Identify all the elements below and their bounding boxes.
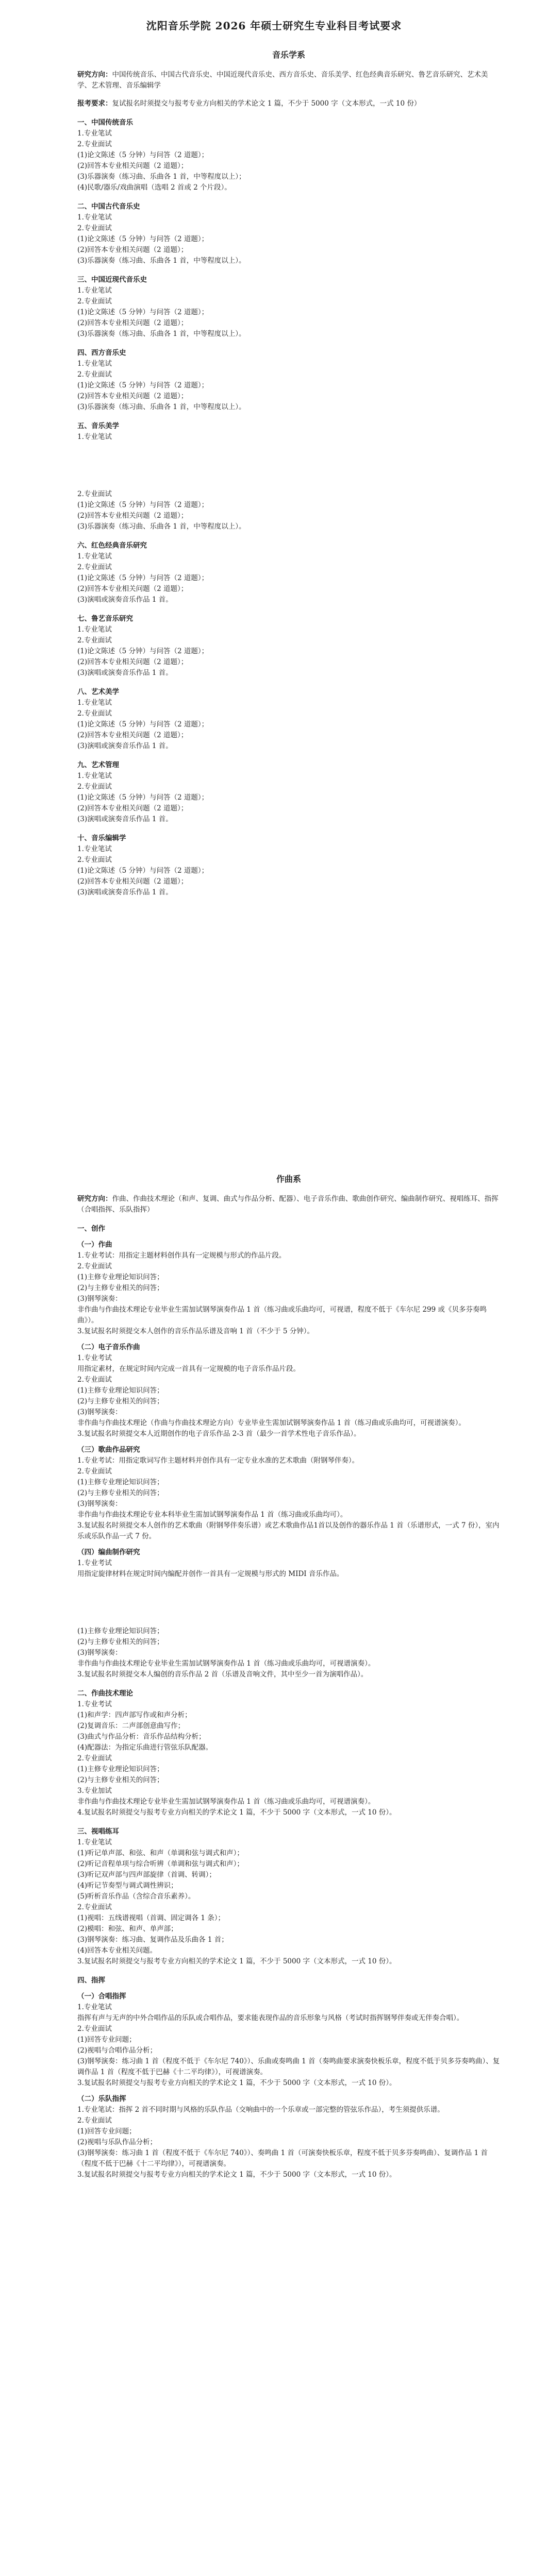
composition-dept-heading: 作曲系 bbox=[276, 1174, 301, 1184]
requirement-line: (2)回答本专业相关问题（2 道题）； bbox=[77, 319, 188, 327]
requirement-line: (1)论文陈述（5 分钟）与问答（2 道题）； bbox=[77, 574, 209, 582]
requirement-line: (1)主修专业理论知识问答； bbox=[77, 1386, 164, 1395]
requirement-line: (2)复调音乐：二声部创意曲写作； bbox=[77, 1722, 185, 1730]
requirement-line: (2)与主修专业相关的问答； bbox=[77, 1776, 164, 1784]
requirement-line: (1)回答专业问题； bbox=[77, 2036, 136, 2044]
requirement-line: (2)回答本专业相关问题（2 道题）； bbox=[77, 658, 188, 666]
composition-category-title: 三、视唱练耳 bbox=[77, 1827, 119, 1836]
requirement-line: (2)与主修专业相关的问答； bbox=[77, 1284, 164, 1292]
requirement-line: (1)论文陈述（5 分钟）与问答（2 道题）； bbox=[77, 308, 209, 316]
requirement-line: (2)回答本专业相关问题（2 道题）； bbox=[77, 246, 188, 254]
requirement-line: (2)回答本专业相关问题（2 道题）； bbox=[77, 392, 188, 400]
requirement-line: (3)演唱或演奏音乐作品 1 首。 bbox=[77, 669, 173, 677]
requirement-line: (1)回答专业问题； bbox=[77, 2127, 136, 2136]
music-application-requirement-label: 报考要求： bbox=[77, 99, 112, 108]
requirement-line: 2.专业面试 bbox=[77, 1903, 112, 1911]
requirement-line: (1)论文陈述（5 分钟）与问答（2 道题）； bbox=[77, 501, 209, 509]
composition-category-title: 二、作曲技术理论 bbox=[77, 1689, 133, 1698]
requirement-line: (3)曲式与作品分析：音乐作品结构分析； bbox=[77, 1733, 206, 1741]
requirement-line: 2.专业面试 bbox=[77, 490, 112, 498]
requirement-line: (1)论文陈述（5 分钟）与问答（2 道题）； bbox=[77, 867, 209, 875]
requirement-line: 非作曲与作曲技术理论专业毕业生需加试钢琴演奏作品 1 首（练习曲或乐曲均可，可视谱，程度不低于《车尔尼 299 或《贝多芬奏鸣曲》）。 bbox=[77, 1306, 487, 1325]
requirement-line: (3)乐器演奏（练习曲、乐曲各 1 首，中等程度以上）。 bbox=[77, 257, 246, 265]
requirement-line: (1)论文陈述（5 分钟）与问答（2 道题）； bbox=[77, 381, 209, 389]
composition-category-subsection-title: （三）歌曲作品研究 bbox=[77, 1446, 140, 1454]
music-dept-heading: 音乐学系 bbox=[272, 50, 305, 60]
requirement-line: 1.专业笔试 bbox=[77, 625, 112, 634]
requirement-line: 2.专业面试 bbox=[77, 1262, 112, 1270]
requirement-line: 2.专业面试 bbox=[77, 140, 112, 148]
requirement-line: 用指定素材，在规定时间内完成一首具有一定规模的电子音乐作品片段。 bbox=[77, 1365, 300, 1373]
requirement-line: (3)乐器演奏（练习曲、乐曲各 1 首，中等程度以上）。 bbox=[77, 522, 246, 531]
requirement-line: (3)演唱或演奏音乐作品 1 首。 bbox=[77, 888, 173, 896]
requirement-line: (3)钢琴演奏： bbox=[77, 1649, 122, 1657]
requirement-line: 1.专业笔试 bbox=[77, 129, 112, 138]
requirement-line: (2)模唱：和弦、和声、单声部； bbox=[77, 1925, 178, 1933]
requirement-line: 1.专业考试：用指定歌词写作主题材料并创作具有一定专业水准的艺术歌曲（附钢琴伴奏）。 bbox=[77, 1456, 359, 1465]
requirement-line: (1)论文陈述（5 分钟）与问答（2 道题）； bbox=[77, 151, 209, 159]
music-category-title: 五、音乐美学 bbox=[77, 422, 119, 430]
requirement-line: (3)演唱或演奏音乐作品 1 首。 bbox=[77, 742, 173, 750]
blank-gap bbox=[77, 443, 500, 489]
requirement-line: (3)钢琴演奏： bbox=[77, 1408, 122, 1416]
requirement-line: 1.专业笔试 bbox=[77, 1838, 112, 1846]
requirement-line: 3.专业加试 bbox=[77, 1787, 112, 1795]
requirement-line: (2)回答本专业相关问题（2 道题）； bbox=[77, 512, 188, 520]
requirement-line: 2.专业面试 bbox=[77, 2116, 112, 2125]
composition-research-directions-label: 研究方向： bbox=[77, 1195, 112, 1203]
requirement-line: (4)回答本专业相关问题。 bbox=[77, 1946, 157, 1955]
requirement-line: (1)视唱：五线谱视唱（首调、固定调各 1 条）； bbox=[77, 1914, 225, 1922]
requirement-line: (3)听记双声部与四声部旋律（首调、转调）； bbox=[77, 1871, 216, 1879]
requirement-line: 2.专业面试 bbox=[77, 856, 112, 864]
requirement-line: 2.专业面试 bbox=[77, 1376, 112, 1384]
music-category-title: 八、艺术美学 bbox=[77, 688, 119, 696]
requirement-line: (3)演唱或演奏音乐作品 1 首。 bbox=[77, 815, 173, 823]
requirement-line: (2)回答本专业相关问题（2 道题）； bbox=[77, 804, 188, 812]
requirement-line: (1)和声学：四声部写作或和声分析； bbox=[77, 1711, 192, 1719]
music-category-title: 九、艺术管理 bbox=[77, 761, 119, 769]
requirement-line: 2.专业面试 bbox=[77, 1754, 112, 1762]
requirement-line: (4)配器法：为指定乐曲进行管弦乐队配器。 bbox=[77, 1743, 213, 1752]
requirement-line: 用指定旋律材料在规定时间内编配并创作一首具有一定规模与形式的 MIDI 音乐作品。 bbox=[77, 1570, 344, 1578]
music-application-requirement-text: 复试报名时须提交与报考专业方向相关的学术论文 1 篇，不少于 5000 字（文本形式，一式 10 份） bbox=[112, 99, 421, 108]
requirement-line: (1)主修专业理论知识问答； bbox=[77, 1765, 164, 1773]
requirement-line: 1.专业笔试 bbox=[77, 286, 112, 295]
requirement-line: 2.专业面试 bbox=[77, 1467, 112, 1476]
requirement-line: 3.复试报名时须提交本人近期创作的电子音乐作品 2-3 首（最少一首学术性电子音乐作品）。 bbox=[77, 1430, 361, 1438]
requirement-line: 1.专业笔试 bbox=[77, 552, 112, 561]
composition-category-subsection-title: （二）电子音乐作曲 bbox=[77, 1343, 140, 1351]
requirement-line: (2)与主修专业相关的问答； bbox=[77, 1638, 164, 1646]
music-category-title: 七、鲁艺音乐研究 bbox=[77, 615, 133, 623]
music-research-directions-text: 中国传统音乐、中国古代音乐史、中国近现代音乐史、西方音乐史、音乐美学、红色经典音乐研究、鲁艺音乐研究、艺术美学、艺术管理、音乐编辑学 bbox=[77, 71, 488, 90]
requirement-line: 2.专业面试 bbox=[77, 783, 112, 791]
requirement-line: 2.专业面试 bbox=[77, 224, 112, 232]
requirement-line: 1.专业笔试 bbox=[77, 699, 112, 707]
requirement-line: (2)回答本专业相关问题（2 道题）； bbox=[77, 162, 188, 170]
requirement-line: 2.专业面试 bbox=[77, 563, 112, 571]
requirement-line: (3)钢琴演奏： bbox=[77, 1500, 122, 1508]
requirement-line: (3)钢琴演奏：练习曲 1 首（程度不低于《车尔尼 740》）、乐曲或奏鸣曲 1 首（奏鸣曲要求演奏快板乐章，程度不低于贝多芬奏鸣曲）、复调作品 1 首（程度不低于巴赫《十二平均律》），可视谱演奏。 bbox=[77, 2057, 500, 2076]
requirement-line: (2)与主修专业相关的问答； bbox=[77, 1397, 164, 1405]
music-category-title: 四、西方音乐史 bbox=[77, 349, 126, 357]
requirement-line: (3)钢琴演奏：练习曲、复调作品及乐曲各 1 首； bbox=[77, 1936, 228, 1944]
requirement-line: 非作曲与作曲技术理论专业毕业生需加试钢琴演奏作品 1 首（练习曲或乐曲均可，可视谱演奏）。 bbox=[77, 1659, 375, 1668]
requirement-line: (3)钢琴演奏： bbox=[77, 1295, 122, 1303]
requirement-line: 2.专业面试 bbox=[77, 370, 112, 379]
composition-category-title: 一、创作 bbox=[77, 1225, 105, 1233]
requirement-line: (1)论文陈述（5 分钟）与问答（2 道题）； bbox=[77, 647, 209, 655]
requirement-line: (3)乐器演奏（练习曲、乐曲各 1 首，中等程度以上）； bbox=[77, 173, 246, 181]
requirement-line: 2.专业面试 bbox=[77, 709, 112, 718]
requirement-line: (1)论文陈述（5 分钟）与问答（2 道题）； bbox=[77, 793, 209, 802]
music-category-title: 二、中国古代音乐史 bbox=[77, 202, 140, 211]
requirement-line: (2)视唱与乐队作品分析； bbox=[77, 2138, 157, 2146]
blank-gap bbox=[77, 1580, 500, 1626]
requirement-line: (2)回答本专业相关问题（2 道题）； bbox=[77, 731, 188, 739]
requirement-line: (4)民歌/器乐/戏曲演唱（选唱 2 首或 2 个片段）。 bbox=[77, 183, 231, 192]
requirement-line: (2)听记音程单项与综合听辨（单调和弦与调式和声）； bbox=[77, 1860, 244, 1868]
requirement-line: 1.专业笔试 bbox=[77, 213, 112, 222]
requirement-line: 1.专业考试 bbox=[77, 1700, 112, 1708]
requirement-line: 4.复试报名时须提交与报考专业方向相关的学术论文 1 篇，不少于 5000 字（文本形式，一式 10 份）。 bbox=[77, 1808, 396, 1817]
composition-research-directions-text: 作曲、作曲技术理论（和声、复调、曲式与作品分析、配器）、电子音乐作曲、歌曲创作研究、编曲制作研究、视唱练耳、指挥（合唱指挥、乐队指挥） bbox=[77, 1195, 499, 1214]
requirement-line: 3.复试报名时须提交本人创作的艺术歌曲（附钢琴伴奏乐谱）或艺术歌曲作品1首以及创作的器乐作品 1 首（乐谱形式，一式 7 份），室内乐或乐队作品一式 7 份。 bbox=[77, 1521, 500, 1540]
requirement-line: (3)乐器演奏（练习曲、乐曲各 1 首，中等程度以上）。 bbox=[77, 330, 246, 338]
requirement-line: 3.复试报名时须提交本人创作的音乐作品乐谱及音响 1 首（不少于 5 分钟）。 bbox=[77, 1327, 314, 1335]
composition-category-subsection-title: （二）乐队指挥 bbox=[77, 2095, 126, 2103]
composition-category-subsection-title: （四）编曲制作研究 bbox=[77, 1548, 140, 1556]
music-research-directions bbox=[77, 70, 500, 91]
music-research-directions-label: 研究方向： bbox=[77, 71, 112, 79]
requirement-line: (2)视唱与合唱作品分析； bbox=[77, 2046, 157, 2055]
requirement-line: (1)主修专业理论知识问答； bbox=[77, 1273, 164, 1281]
requirement-line: 1.专业笔试：指挥 2 首不同时期与风格的乐队作品（交响曲中的一个乐章或一部完整的管弦乐作品），考生须提供乐谱。 bbox=[77, 2106, 444, 2114]
music-dept-section bbox=[77, 49, 500, 898]
requirement-line: 1.专业笔试 bbox=[77, 845, 112, 853]
requirement-line: 1.专业考试 bbox=[77, 1354, 112, 1362]
composition-category-title: 四、指挥 bbox=[77, 1976, 105, 1985]
music-category-title: 一、中国传统音乐 bbox=[77, 118, 133, 127]
requirement-line: 非作曲与作曲技术理论（作曲与作曲技术理论方向）专业毕业生需加试钢琴演奏作品 1 首（练习曲或乐曲均可，可视谱演奏）。 bbox=[77, 1419, 466, 1427]
requirement-line: 1.专业笔试 bbox=[77, 2003, 112, 2011]
requirement-line: 非作曲与作曲技术理论专业毕业生需加试钢琴演奏作品 1 首（练习曲或乐曲均可，可视谱演奏）。 bbox=[77, 1798, 375, 1806]
music-category-title: 三、中国近现代音乐史 bbox=[77, 276, 147, 284]
requirement-line: 1.专业笔试 bbox=[77, 360, 112, 368]
document-title: 沈阳音乐学院 2026 年硕士研究生专业科目考试要求 bbox=[146, 20, 402, 32]
composition-category-subsection-title: （一）合唱指挥 bbox=[77, 1992, 126, 2001]
requirement-line: 指挥有声与无声的中外合唱作品的乐队或合唱作品，要求能表现作品的音乐形象与风格（考试时指挥钢琴伴奏或无伴奏合唱）。 bbox=[77, 2014, 464, 2022]
requirement-line: (1)主修专业理论知识问答； bbox=[77, 1627, 164, 1635]
requirement-line: (4)听记节奏型与调式调性辨识； bbox=[77, 1882, 178, 1890]
requirement-line: 2.专业面试 bbox=[77, 297, 112, 306]
composition-dept-section bbox=[77, 1174, 500, 2180]
requirement-line: (2)回答本专业相关问题（2 道题）； bbox=[77, 585, 188, 593]
requirement-line: (2)与主修专业相关的问答； bbox=[77, 1489, 164, 1497]
requirement-line: (1)论文陈述（5 分钟）与问答（2 道题）； bbox=[77, 235, 209, 243]
music-category-title: 十、音乐编辑学 bbox=[77, 834, 126, 842]
requirement-line: 1.专业笔试 bbox=[77, 772, 112, 780]
requirement-line: 1.专业笔试 bbox=[77, 433, 112, 441]
requirement-line: 1.专业考试 bbox=[77, 1559, 112, 1567]
composition-research-directions bbox=[77, 1194, 500, 1215]
requirement-line: (1)听记单声部、和弦、和声（单调和弦与调式和声）； bbox=[77, 1849, 244, 1857]
requirement-line: 3.复试报名时须提交与报考专业方向相关的学术论文 1 篇，不少于 5000 字（文本形式，一式 10 份）。 bbox=[77, 1957, 396, 1965]
music-application-requirement bbox=[77, 98, 500, 109]
requirement-line: (5)听析音乐作品（含综合音乐素养）。 bbox=[77, 1892, 195, 1901]
music-category-title: 六、红色经典音乐研究 bbox=[77, 541, 147, 550]
requirement-line: 1.专业考试：用指定主题材料创作具有一定规模与形式的作品片段。 bbox=[77, 1251, 286, 1260]
requirement-line: (1)主修专业理论知识问答； bbox=[77, 1478, 164, 1486]
composition-category-subsection-title: （一）作曲 bbox=[77, 1241, 112, 1249]
requirement-line: 非作曲与作曲技术理论专业本科毕业生需加试钢琴演奏作品 1 首（练习曲或乐曲均可）。 bbox=[77, 1511, 347, 1519]
requirement-line: 3.复试报名时须提交与报考专业方向相关的学术论文 1 篇，不少于 5000 字（文本形式，一式 10 份）。 bbox=[77, 2079, 396, 2087]
requirement-line: (3)演唱或演奏音乐作品 1 首。 bbox=[77, 596, 173, 604]
requirement-line: 3.复试报名时须提交本人编创的音乐作品 2 首（乐谱及音响文件，其中至少一首为演唱作品）。 bbox=[77, 1670, 368, 1679]
requirement-line: (2)回答本专业相关问题（2 道题）； bbox=[77, 877, 188, 886]
requirement-line: 3.复试报名时须提交与报考专业方向相关的学术论文 1 篇，不少于 5000 字（文本形式，一式 10 份）。 bbox=[77, 2171, 396, 2179]
requirement-line: 2.专业面试 bbox=[77, 636, 112, 645]
requirement-line: (3)乐器演奏（练习曲、乐曲各 1 首，中等程度以上）。 bbox=[77, 403, 246, 411]
requirement-line: (1)论文陈述（5 分钟）与问答（2 道题）； bbox=[77, 720, 209, 728]
requirement-line: (3)钢琴演奏：练习曲 1 首（程度不低于《车尔尼 740》）、奏鸣曲 1 首（可演奏快板乐章，程度不低于贝多芬奏鸣曲）、复调作品 1 首（程度不低于巴赫《十二平均律》），可视谱演奏。 bbox=[77, 2149, 488, 2168]
requirement-line: 2.专业面试 bbox=[77, 2025, 112, 2033]
